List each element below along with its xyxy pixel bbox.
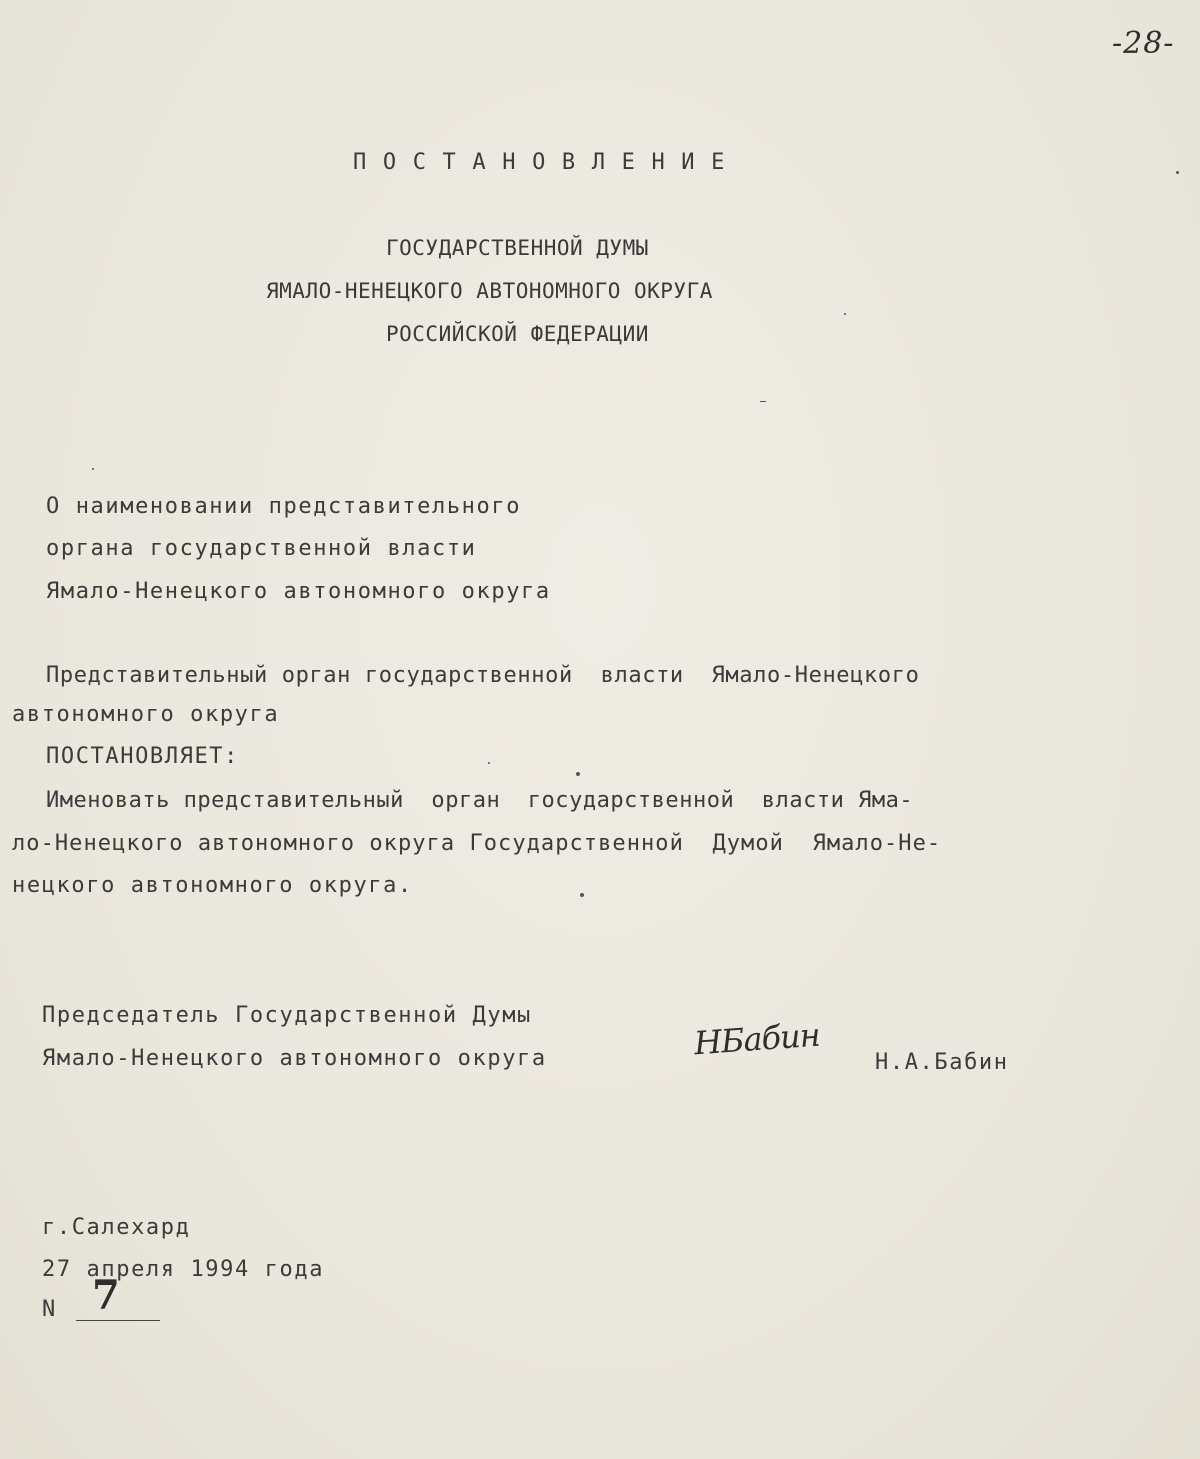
number-underline (76, 1320, 160, 1321)
signatory-name: Н.А.Бабин (875, 1050, 1009, 1075)
issuer-line-2: ЯМАЛО-НЕНЕЦКОГО АВТОНОМНОГО ОКРУГА (266, 279, 713, 303)
subject-line-3: Ямало-Ненецкого автономного округа (46, 579, 551, 604)
number-prefix: N (42, 1297, 57, 1322)
paper-speck (92, 468, 94, 470)
paper-speck (576, 772, 580, 776)
document-number: 7 (92, 1272, 120, 1319)
paper-speck (1176, 171, 1179, 174)
body-paragraph-1-line-1: Представительный орган государственной власти Ямало-Ненецкого (46, 663, 920, 688)
paper-speck (488, 762, 490, 764)
issuer-line-1: ГОСУДАРСТВЕННОЙ ДУМЫ (386, 236, 649, 260)
body-paragraph-2-line-1: Именовать представительный орган государственной власти Яма- (46, 788, 914, 813)
document-title: ПОСТАНОВЛЕНИЕ (353, 150, 741, 175)
city: г.Салехард (42, 1215, 191, 1240)
subject-line-2: органа государственной власти (46, 536, 477, 561)
date: 27 апреля 1994 года (42, 1257, 325, 1282)
decree-word: ПОСТАНОВЛЯЕТ: (46, 744, 239, 769)
subject-line-1: О наименовании представительного (46, 494, 522, 519)
body-paragraph-2-line-2: ло-Ненецкого автономного округа Государственной Думой Ямало-Не- (12, 831, 942, 856)
page-number: -28- (1112, 26, 1175, 61)
signatory-position-line-1: Председатель Государственной Думы (42, 1003, 532, 1028)
body-paragraph-2-line-3: нецкого автономного округа. (12, 873, 413, 898)
paper-speck (760, 401, 766, 402)
body-paragraph-1-line-2: автономного округа (12, 702, 280, 727)
paper-speck (580, 893, 584, 897)
handwritten-signature: НБабин (692, 1015, 821, 1063)
paper-speck (844, 313, 846, 315)
signatory-position-line-2: Ямало-Ненецкого автономного округа (42, 1046, 547, 1071)
issuer-line-3: РОССИЙСКОЙ ФЕДЕРАЦИИ (386, 322, 649, 346)
